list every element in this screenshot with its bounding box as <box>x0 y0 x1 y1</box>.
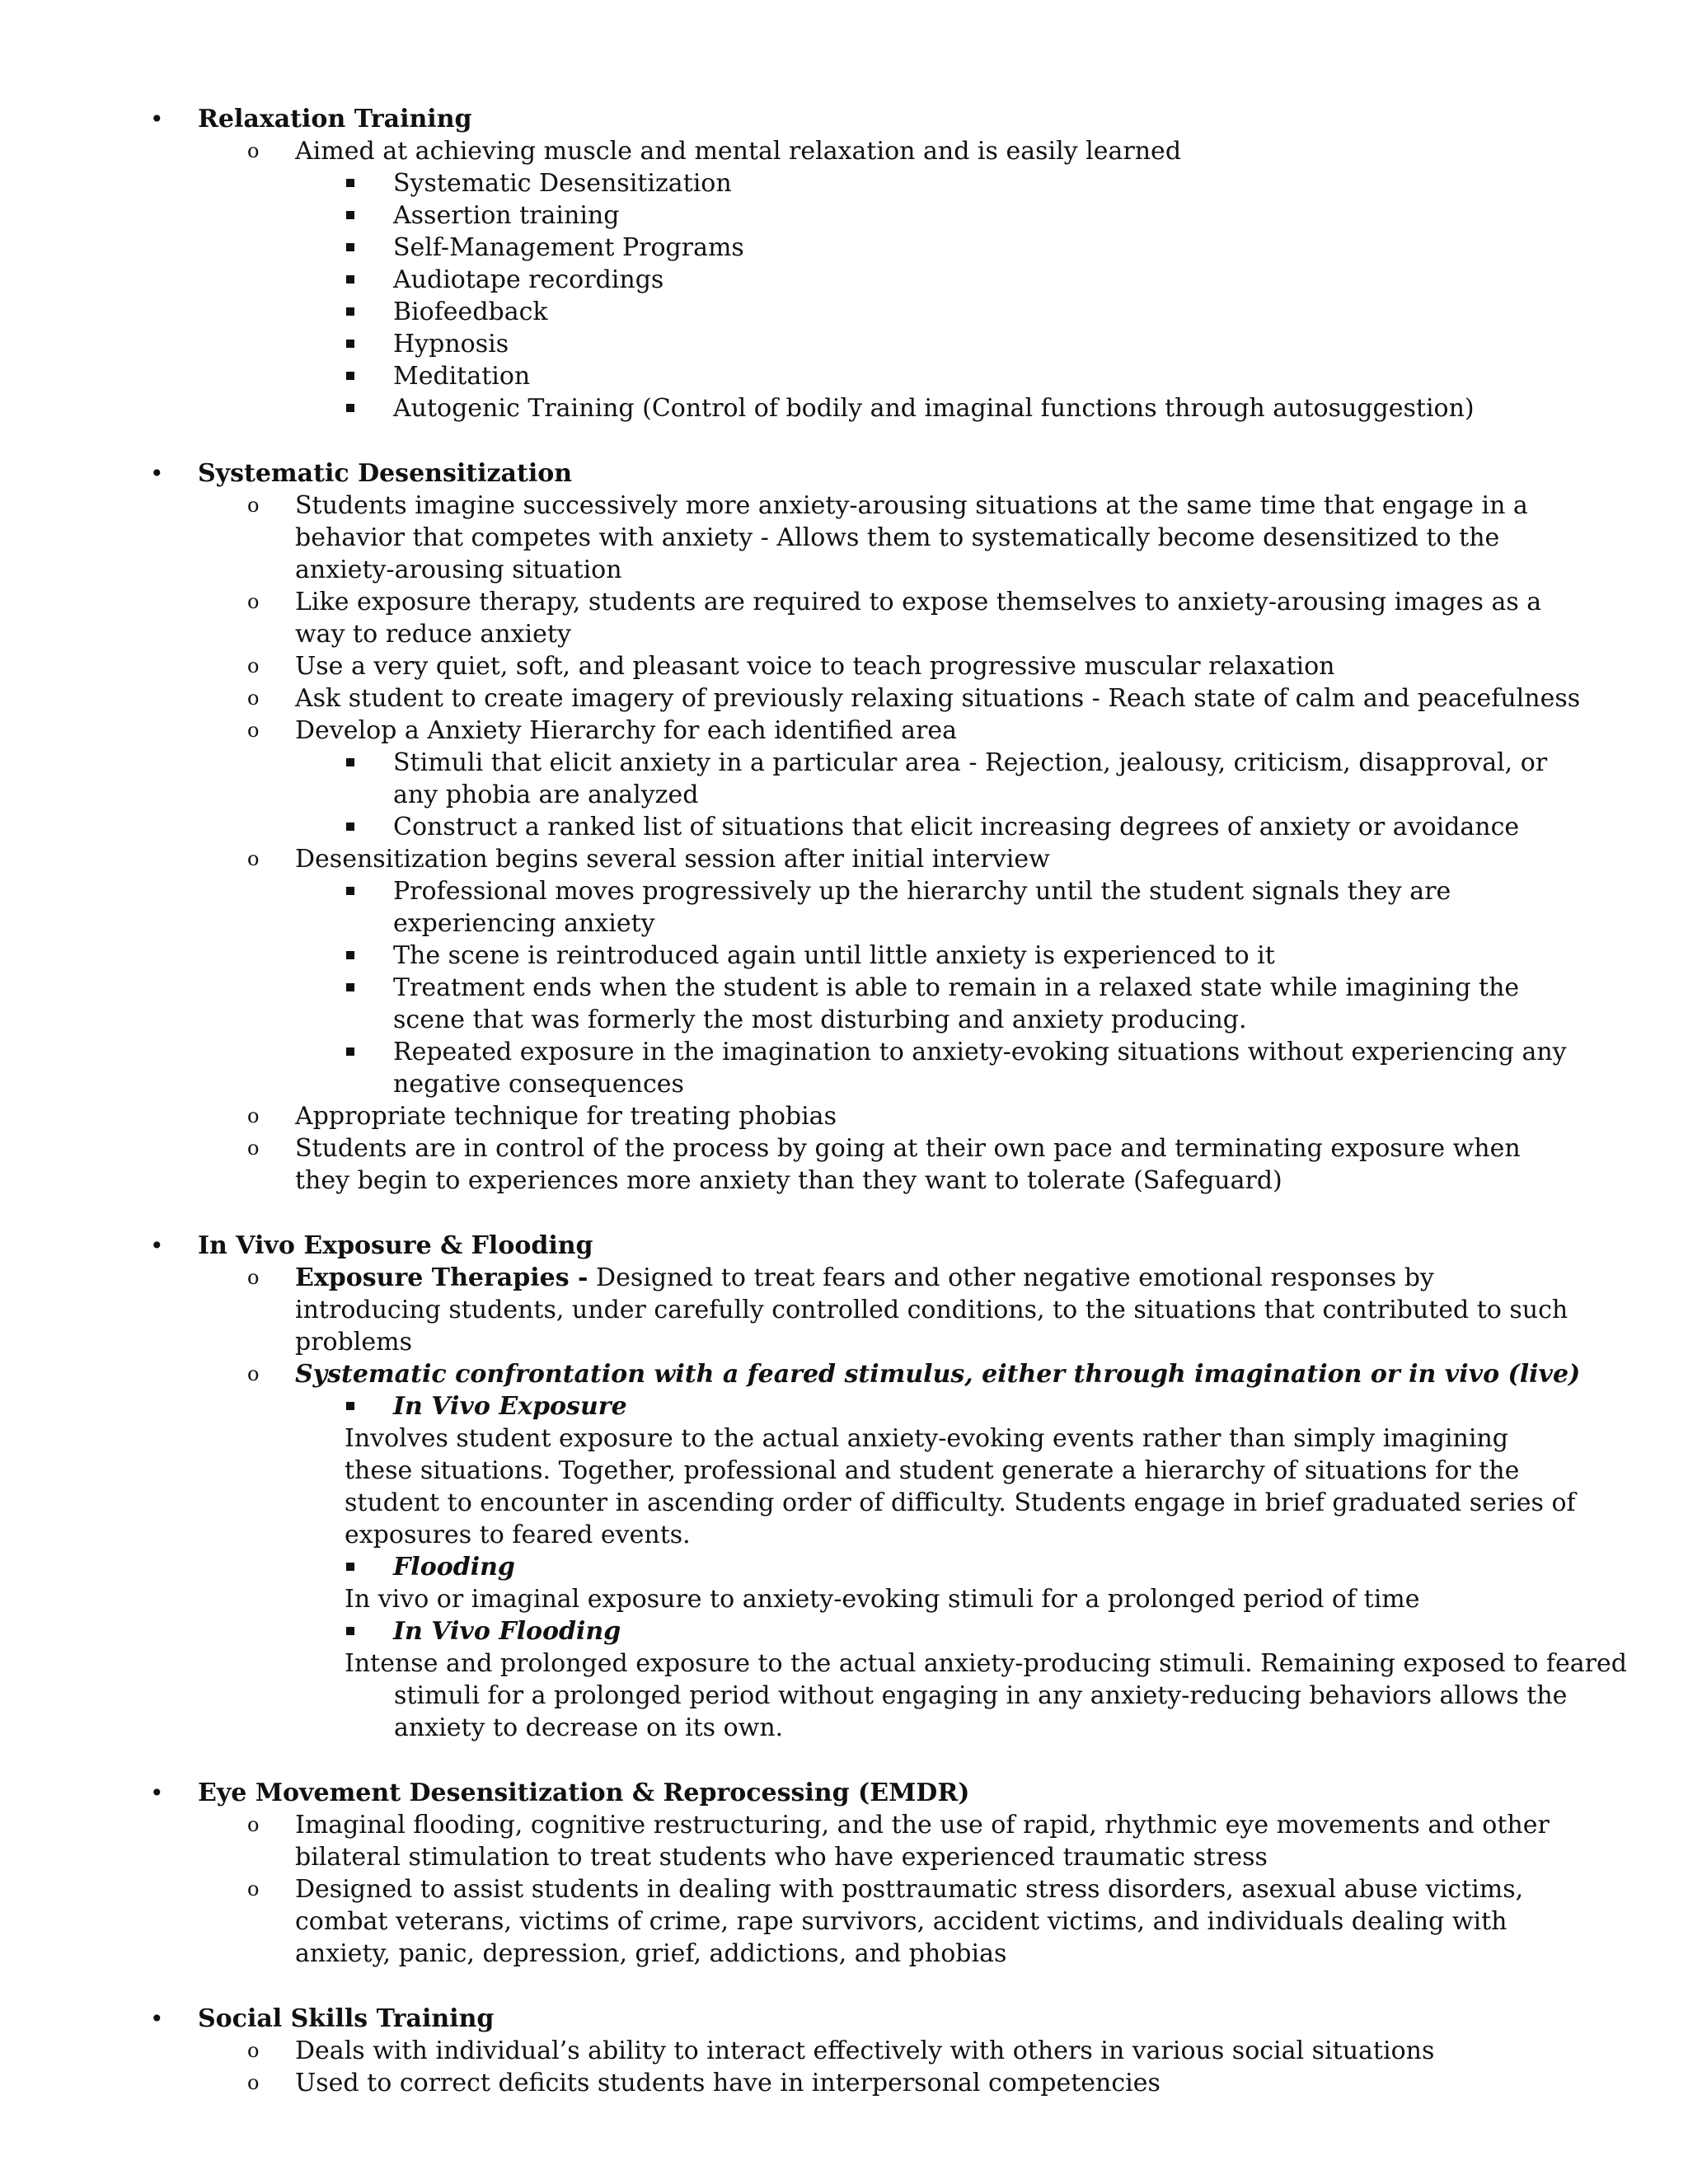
sub-list-item <box>0 264 1580 296</box>
section-social-skills-training <box>0 2003 1688 2099</box>
sub-list-item-text: Meditation <box>393 362 531 391</box>
bullet-square-icon <box>346 404 354 412</box>
bullet-circle-icon: o <box>247 1362 260 1385</box>
sub-list-item <box>0 296 1580 328</box>
sub-list-item <box>0 1036 1580 1100</box>
list-item <box>0 715 1581 747</box>
list-item <box>0 650 1581 682</box>
bullet-circle-icon: o <box>247 1877 260 1900</box>
sub-list-item <box>0 940 1580 972</box>
list-item-text: Aimed at achieving muscle and mental relaxation and is easily learned <box>295 137 1182 166</box>
sub-list-item-text: Stimuli that elicit anxiety in a particular area - Rejection, jealousy, criticism, disapproval, or any phobia are analyzed <box>393 748 1548 809</box>
list-item-text: Systematic confrontation with a feared stimulus, either through imagination or in vivo (live) <box>295 1360 1581 1389</box>
list-item <box>0 1132 1581 1197</box>
bullet-square-icon <box>346 1627 354 1635</box>
bullet-square-icon <box>346 758 354 766</box>
list-item <box>0 1873 1581 1970</box>
bullet-square-icon <box>346 211 354 219</box>
term-label: In Vivo Exposure <box>393 1392 627 1421</box>
sub-list-item-text: Autogenic Training (Control of bodily and imaginal functions through autosuggestion) <box>393 394 1475 423</box>
sub-list-item-text: Systematic Desensitization <box>393 169 732 198</box>
sub-list-item-text: Treatment ends when the student is able to remain in a relaxed state while imagining the scene that was formerly the most disturbing and anxiety producing. <box>393 973 1520 1034</box>
bullet-square-icon <box>346 1563 354 1571</box>
term-description: Intense and prolonged exposure to the actual anxiety-producing stimuli. Remaining exposed to feared stimuli for a prolonged period without engaging in any anxiety-reducing behaviors allows the anxiety to decrease on its own. <box>345 1649 1627 1742</box>
list-item <box>0 2035 1581 2067</box>
bullet-circle-icon: o <box>247 2039 260 2062</box>
bullet-dot-icon: • <box>150 2005 164 2032</box>
list-item-text: Like exposure therapy, students are required to expose themselves to anxiety-arousing images as a way to reduce anxiety <box>295 588 1542 649</box>
bullet-circle-icon: o <box>247 1137 260 1160</box>
section-title: Relaxation Training <box>198 105 472 134</box>
list-item-text: Desensitization begins several session after initial interview <box>295 845 1050 874</box>
sub-list-item <box>0 392 1580 424</box>
list-item <box>0 135 1581 167</box>
section-title: Systematic Desensitization <box>198 459 573 488</box>
list-item-text: Use a very quiet, soft, and pleasant voice to teach progressive muscular relaxation <box>295 652 1335 681</box>
sub-list-item <box>0 360 1580 392</box>
list-item <box>0 1809 1581 1873</box>
document-page <box>0 103 1688 2132</box>
bullet-circle-icon: o <box>247 2071 260 2094</box>
bullet-square-icon <box>346 1047 354 1056</box>
section-heading <box>0 1230 1688 1262</box>
list-item <box>0 682 1581 715</box>
section-heading <box>0 2003 1688 2035</box>
bullet-square-icon <box>346 887 354 895</box>
bullet-square-icon <box>346 307 354 316</box>
list-item-text: Develop a Anxiety Hierarchy for each identified area <box>295 716 958 745</box>
bullet-square-icon <box>346 983 354 991</box>
list-item-text: Appropriate technique for treating phobias <box>295 1102 837 1131</box>
term-heading <box>0 1390 1580 1422</box>
bullet-square-icon <box>346 1402 354 1410</box>
bullet-circle-icon: o <box>247 1266 260 1289</box>
bullet-circle-icon: o <box>247 719 260 742</box>
term-heading <box>0 1551 1580 1583</box>
list-item-text: Ask student to create imagery of previously relaxing situations - Reach state of calm and peacefulness <box>295 684 1581 713</box>
section-title: Eye Movement Desensitization & Reprocessing (EMDR) <box>198 1779 970 1807</box>
bullet-circle-icon: o <box>247 139 260 162</box>
sub-list-item-text: Hypnosis <box>393 330 509 359</box>
bullet-square-icon <box>346 951 354 959</box>
list-item-text: Imaginal flooding, cognitive restructuring, and the use of rapid, rhythmic eye movements and other bilateral stimulation to treat students who have experienced traumatic stress <box>295 1811 1550 1872</box>
term-label: In Vivo Flooding <box>393 1617 621 1646</box>
sub-list-item <box>0 875 1580 940</box>
sub-list-item <box>0 972 1580 1036</box>
sub-list-item-text: Biofeedback <box>393 298 548 326</box>
sub-list-item-text: Professional moves progressively up the hierarchy until the student signals they are experiencing anxiety <box>393 877 1451 938</box>
sub-list-item-text: Construct a ranked list of situations that elicit increasing degrees of anxiety or avoidance <box>393 813 1520 841</box>
sub-list-item <box>0 747 1580 811</box>
sub-list-item <box>0 232 1580 264</box>
bullet-circle-icon: o <box>247 494 260 517</box>
list-item <box>0 843 1581 875</box>
bullet-circle-icon: o <box>247 1813 260 1836</box>
sub-list-item-text: Assertion training <box>393 201 620 230</box>
term-description: In vivo or imaginal exposure to anxiety-evoking stimuli for a prolonged period of time <box>345 1585 1420 1614</box>
sub-list-item <box>0 167 1580 199</box>
bullet-circle-icon: o <box>247 590 260 613</box>
section-systematic-desensitization <box>0 457 1688 1197</box>
bullet-circle-icon: o <box>247 847 260 870</box>
sub-list-item <box>0 199 1580 232</box>
term-description: Involves student exposure to the actual anxiety-evoking events rather than simply imagining these situations. Together, professional and student generate a hierarchy of situations for the student to encounter in ascending order of difficulty. Students engage in brief graduated series of exposures to feared events. <box>345 1424 1576 1549</box>
section-title: In Vivo Exposure & Flooding <box>198 1231 593 1260</box>
term-label: Flooding <box>393 1553 515 1582</box>
bullet-circle-icon: o <box>247 687 260 710</box>
bullet-square-icon <box>346 243 354 251</box>
sub-list-item-text: Self-Management Programs <box>393 233 744 262</box>
list-item <box>0 1262 1581 1358</box>
exposure-therapies-label: Exposure Therapies - <box>295 1263 588 1292</box>
section-title: Social Skills Training <box>198 2004 495 2033</box>
section-heading <box>0 1777 1688 1809</box>
bullet-square-icon <box>346 372 354 380</box>
list-item-text: Students are in control of the process by going at their own pace and terminating exposure when they begin to experiences more anxiety than they want to tolerate (Safeguard) <box>295 1134 1521 1195</box>
bullet-square-icon <box>346 275 354 284</box>
list-item-text: Deals with individual’s ability to interact effectively with others in various social situations <box>295 2036 1435 2065</box>
list-item-text: Designed to treat fears and other negative emotional responses by introducing students, under carefully controlled conditions, to the situations that contributed to such problems <box>295 1263 1568 1357</box>
list-item <box>0 490 1581 586</box>
section-heading <box>0 457 1688 490</box>
bullet-circle-icon: o <box>247 654 260 677</box>
list-item <box>0 1100 1581 1132</box>
bullet-circle-icon: o <box>247 1104 260 1127</box>
sub-list-item <box>0 811 1580 843</box>
section-relaxation-training <box>0 103 1688 424</box>
list-item-text: Designed to assist students in dealing with posttraumatic stress disorders, asexual abuse victims, combat veterans, victims of crime, rape survivors, accident victims, and individuals dealing with anxiety, panic, depression, grief, addictions, and phobias <box>295 1875 1524 1968</box>
sub-list-item-text: The scene is reintroduced again until little anxiety is experienced to it <box>393 941 1275 970</box>
list-item <box>0 1358 1581 1390</box>
section-emdr <box>0 1777 1688 1970</box>
bullet-dot-icon: • <box>150 105 164 133</box>
bullet-dot-icon: • <box>150 1779 164 1807</box>
bullet-square-icon <box>346 179 354 187</box>
bullet-square-icon <box>346 823 354 831</box>
term-heading <box>0 1615 1580 1647</box>
list-item-text: Used to correct deficits students have in interpersonal competencies <box>295 2069 1160 2097</box>
bullet-dot-icon: • <box>150 460 164 487</box>
bullet-square-icon <box>346 340 354 348</box>
section-in-vivo-exposure-flooding <box>0 1230 1688 1744</box>
section-heading <box>0 103 1688 135</box>
list-item <box>0 586 1581 650</box>
list-item <box>0 2067 1581 2099</box>
bullet-dot-icon: • <box>150 1232 164 1259</box>
sub-list-item-text: Repeated exposure in the imagination to anxiety-evoking situations without experiencing any negative consequences <box>393 1038 1567 1099</box>
sub-list-item <box>0 328 1580 360</box>
sub-list-item-text: Audiotape recordings <box>393 265 664 294</box>
list-item-text: Students imagine successively more anxiety-arousing situations at the same time that engage in a behavior that competes with anxiety - Allows them to systematically become desensitized to the anxiety-arousing situation <box>295 491 1528 584</box>
